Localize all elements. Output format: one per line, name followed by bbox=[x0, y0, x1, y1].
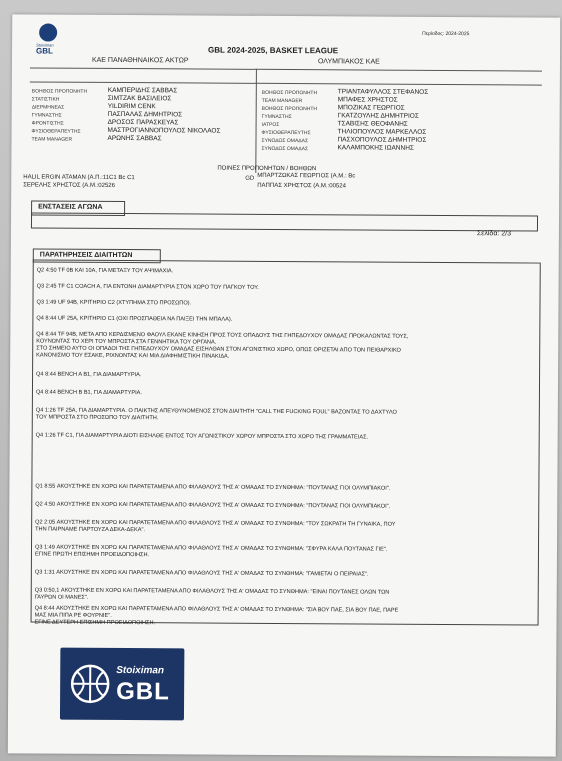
home-staff-list: ΒΟΗΘΟΣ ΠΡΟΠΟΝΗΤΗ ΚΑΜΠΕΡΙΔΗΣ ΣΑΒΒΑΣ ΣΤΑΤΙΣΤΙΚΗ ΣΙΜΤΖΑΚ ΒΑΣΙΛΕΙΟΣ ΔΙΕΡΜΗΝΕΑΣ YILDIRIM CENK ΓΥΜΝΑΣΤΗΣ ΠΑΣΠΑΛΑΣ ΔΗΜΗΤΡΙΟΣ ΦΡΟΝΤΙΣΤΗΣ ΔΡΟΣΟΣ ΠΑΡΑΣΚΕΥΑΣ ΦΥΣΙΟΘΕΡΑΠΕΥΤΗΣ ΜΑΣΤΡΟΓΙΑΝΝΟΠΟΥΛΟΣ ΝΙΚΟΛΑΟΣ TEAM MANAGER ΑΡΩΝΗΣ ΣΑΒΒΑΣ bbox=[31, 86, 221, 143]
observation-line: Q3 0:50,1 ΑΚΟΥΣΤΗΚΕ ΕΝ ΧΟΡΩ ΚΑΙ ΠΑΡΑΤΕΤΑΜΕΝΑ ΑΠΟ ΦΙΛΑΘΛΟΥΣ ΤΗΣ Α' ΟΜΑΔΑΣ ΤΟ ΣΥΝΘΗΜΑ: "ΕΙΝΑΙ ΠΟΥΤΑΝΕΣ ΟΛΩΝ ΤΩΝ bbox=[34, 587, 390, 596]
observation-line: Q3 1:31 ΑΚΟΥΣΤΗΚΕ ΕΝ ΧΟΡΩ ΚΑΙ ΠΑΡΑΤΕΤΑΜΕΝΑ ΑΠΟ ΦΙΛΑΘΛΟΥΣ ΤΗΣ Α' ΟΜΑΔΑΣ ΤΟ ΣΥΝΘΗΜΑ: "ΓΑΜΙΕΤΑΙ Ο ΠΕΙΡΑΙΑΣ". bbox=[34, 569, 369, 578]
observation-line: Q2 2:05 ΑΚΟΥΣΤΗΚΕ ΕΝ ΧΟΡΩ ΚΑΙ ΠΑΡΑΤΕΤΑΜΕΝΑ ΑΠΟ ΦΙΛΑΘΛΟΥΣ ΤΗΣ Α' ΟΜΑΔΑΣ ΤΟ ΣΥΝΘΗΜΑ: "ΤΟΥ ΣΩΚΡΑΤΗ ΤΗ ΓΥΝΑΙΚΑ, ΠΟΥ bbox=[35, 519, 396, 528]
observation-line: ΚΟΥΝΩΝΤΑΣ ΤΟ ΧΕΡΙ ΤΟΥ ΜΠΡΟΣΤΑ ΣΤΑ ΓΕΝΝΗΤΙΚΑ ΤΟΥ ΟΡΓΑΝΑ. bbox=[36, 338, 217, 346]
observation-line: Q4 8:44 BENCH A B1, ΓΙΑ ΔΙΑΜΑΡΤΥΡΙΑ. bbox=[36, 371, 142, 379]
observation-line: Q3 1:49 UF 94B, ΚΡΙΤΗΡΙΟ C2 (ΧΤΥΠΗΜΑ ΣΤΟ ΠΡΟΣΩΠΟ). bbox=[36, 299, 192, 307]
observation-line: Q4 1:26 TF 25A, ΓΙΑ ΔΙΑΜΑΡΤΥΡΙΑ. Ο ΠΑΙΚΤΗΣ ΑΠΕΥΘΥΝΟΜΕΝΟΣ ΣΤΟΝ ΔΙΑΙΤΗΤΗ "CALL THE FUCKING FOUL" ΒΑΖΟΝΤΑΣ ΤΟ ΔΑΧΤΥΛΟ bbox=[35, 407, 397, 416]
observations-title: ΠΑΡΑΤΗΡΗΣΕΙΣ ΔΙΑΙΤΗΤΩΝ bbox=[39, 251, 133, 260]
observation-line: Q3 1:49 ΑΚΟΥΣΤΗΚΕ ΕΝ ΧΟΡΩ ΚΑΙ ΠΑΡΑΤΕΤΑΜΕΝΑ ΑΠΟ ΦΙΛΑΘΛΟΥΣ ΤΗΣ Α' ΟΜΑΔΑΣ ΤΟ ΣΥΝΘΗΜΑ: "ΣΦΥΡΑ ΚΑΛΑ ΠΟΥΤΑΝΑΣ ΓΙΕ". bbox=[34, 544, 388, 553]
observation-line: ΣΤΟ ΣΗΜΕΙΟ ΑΥΤΟ ΟΙ ΟΠΑΔΟΙ ΤΗΣ ΓΗΠΕΔΟΥΧΟΥ ΟΜΑΔΑΣ ΕΙΣΗΛΘΑΝ ΣΤΟΝ ΑΓΩΝΙΣΤΙΚΟ ΧΩΡΟ, ΟΠΩΣ ΟΡΙΖΕΤΑΙ ΑΠΟ ΤΟΝ ΠΕΙΘΑΡΧΙΚΟ bbox=[36, 345, 401, 354]
observation-line: ΤΗΝ ΠΑΙΡΝΑΜΕ ΠΑΡΤΟΥΖΑ ΔΕΚΑ-ΔΕΚΑ". bbox=[35, 526, 146, 534]
divider bbox=[30, 67, 542, 71]
basketball-icon bbox=[70, 664, 110, 704]
penalty-home-line: HALIL ERGIN ATAMAN (Α.Π.:11C1 Bc C1 bbox=[23, 174, 135, 182]
penalty-marker: GD bbox=[245, 175, 255, 182]
home-team-name: ΚΑΕ ΠΑΝΑΘΗΝΑΙΚΟΣ ΑΚΤΩΡ bbox=[91, 56, 189, 65]
observation-line: Q2 4:50 ΑΚΟΥΣΤΗΚΕ ΕΝ ΧΟΡΩ ΚΑΙ ΠΑΡΑΤΕΤΑΜΕΝΑ ΑΠΟ ΦΙΛΑΘΛΟΥΣ ΤΗΣ Α' ΟΜΑΔΑΣ ΤΟ ΣΥΝΘΗΜΑ: "ΠΟΥΤΑΝΑΣ ΓΙΟΙ ΟΛΥΜΠΙΑΚΟΙ". bbox=[35, 501, 391, 510]
observation-line: ΚΑΝΟΝΙΣΜΟ ΤΟΥ ΕΣΑΚΕ, ΡΙΧΝΟΝΤΑΣ ΚΑΙ ΜΙΑ ΔΙΑΦΗΜΙΣΤΙΚΗ ΠΙΝΑΚΙΔΑ. bbox=[36, 352, 230, 360]
banner-league: GBL bbox=[116, 677, 170, 706]
observation-line: Q2 4:50 TF 0Β ΚΑΙ 10Α, ΓΙΑ ΜΕΤΑΞΥ ΤΟΥ ΑΨΙΜΑΧΙΑ. bbox=[36, 267, 174, 275]
season-label: Περίοδος: 2024-2025 bbox=[422, 30, 470, 38]
observation-line: Q3 2:45 TF C1 COACH A, ΓΙΑ ΕΝΤΟΝΗ ΔΙΑΜΑΡΤΥΡΙΑ ΣΤΟΝ ΧΩΡΟ ΤΟΥ ΠΑΓΚΟΥ ΤΟΥ. bbox=[36, 283, 259, 291]
divider bbox=[30, 81, 542, 85]
observation-line: Q4 8:44 BENCH B B1, ΓΙΑ ΔΙΑΜΑΡΤΥΡΙΑ. bbox=[35, 389, 142, 397]
basketball-icon bbox=[39, 23, 57, 41]
penalties-title: ΠΟΙΝΕΣ ΠΡΟΠΟΝΗΤΩΝ / ΒΟΗΘΩΝ bbox=[217, 165, 317, 173]
observation-line: Q4 8:44 UF 25A, ΚΡΙΤΗΡΙΟ C1 (ΟΧΙ ΠΡΟΣΠΑΘΕΙΑ ΝΑ ΠΑΙΞΕΙ ΤΗΝ ΜΠΑΛΑ). bbox=[36, 315, 233, 323]
page-number: Σελίδα: 2/3 bbox=[476, 230, 512, 238]
stoiximan-gbl-banner bbox=[60, 648, 184, 721]
observation-line: ΕΓΙΝΕ ΠΡΩΤΗ ΕΠΙΣΗΜΗ ΠΡΟΕΙΔΟΠΟΙΗΣΗ. bbox=[34, 551, 150, 559]
penalty-home-line: ΣΕΡΕΛΗΣ ΧΡΗΣΤΟΣ (Α.Μ.:02526 bbox=[23, 182, 115, 189]
observation-line: ΤΟΥ ΜΠΡΟΣΤΑ ΣΤΟ ΠΡΟΣΩΠΟ ΤΟΥ ΔΙΑΙΤΗΤΗ. bbox=[35, 414, 159, 422]
divider bbox=[255, 69, 257, 173]
observation-line: ΜΑΣ ΜΙΑ ΠΙΠΑ ΡΕ ΦΟΥΡΝΙΕ". bbox=[34, 612, 112, 619]
gbl-logo: Stoiximan GBL bbox=[12, 14, 560, 17]
observation-line: Q4 8:44 ΑΚΟΥΣΤΗΚΕ ΕΝ ΧΟΡΩ ΚΑΙ ΠΑΡΑΤΕΤΑΜΕΝΑ ΑΠΟ ΦΙΛΑΘΛΟΥΣ ΤΗΣ Α' ΟΜΑΔΑΣ ΤΟ ΣΥΝΘΗΜΑ: "ΣΙΑ ΒΟΥ ΠΑΕ, ΣΙΑ ΒΟΥ ΠΑΕ, ΠΑΡΕ bbox=[34, 605, 399, 614]
banner-brand: Stoiximan bbox=[116, 664, 165, 677]
league-title: GBL 2024-2025, BASKET LEAGUE bbox=[208, 45, 339, 56]
observation-line: ΕΓΙΝΕ ΔΕΥΤΕΡΗ ΕΠΙΣΗΜΗ ΠΡΟΕΙΔΟΠΟΙΗΣΗ. bbox=[34, 619, 156, 627]
referee-report-page bbox=[8, 14, 561, 756]
protests-title: ΕΝΣΤΑΣΕΙΣ ΑΓΩΝΑ bbox=[38, 203, 103, 211]
observation-line: Q1 8:55 ΑΚΟΥΣΤΗΚΕ ΕΝ ΧΟΡΩ ΚΑΙ ΠΑΡΑΤΕΤΑΜΕΝΑ ΑΠΟ ΦΙΛΑΘΛΟΥΣ ΤΗΣ Α' ΟΜΑΔΑΣ ΤΟ ΣΥΝΘΗΜΑ: "ΠΟΥΤΑΝΑΣ ΓΙΟΙ ΟΛΥΜΠΙΑΚΟΙ". bbox=[35, 483, 391, 492]
observation-line: Q4 1:26 TF C1, ΓΙΑ ΔΙΑΜΑΡΤΥΡΙΑ ΔΙΟΤΙ ΕΙΣΗΛΘΕ ΕΝΤΟΣ ΤΟΥ ΑΓΩΝΙΣΤΙΚΟΥ ΧΩΡΟΥ ΜΠΡΟΣΤΑ ΣΤΟ ΧΩΡΟ ΤΗΣ ΓΡΑΜΜΑΤΕΙΑΣ. bbox=[35, 432, 369, 441]
observation-line: ΓΑΥΡΩΝ ΟΙ ΜΑΝΕΣ". bbox=[34, 594, 89, 601]
penalty-away-line: ΠΑΠΠΑΣ ΧΡΗΣΤΟΣ (Α.Μ.:00524 bbox=[257, 182, 346, 190]
away-staff-list: ΒΟΗΘΟΣ ΠΡΟΠΟΝΗΤΗ ΤΡΙΑΝΤΑΦΥΛΛΟΣ ΣΤΕΦΑΝΟΣ TEAM MANAGER ΜΠΑΦΕΣ ΧΡΗΣΤΟΣ ΒΟΗΘΟΣ ΠΡΟΠΟΝΗΤΗ ΜΠΟΖΙΚΑΣ ΓΕΩΡΓΙΟΣ ΓΥΜΝΑΣΤΗΣ ΓΚΑΤΖΟΥΛΗΣ ΔΗΜΗΤΡΙΟΣ ΙΑΤΡΟΣ ΤΣΑΒΙΣΗΣ ΘΕΟΦΑΝΗΣ ΦΥΣΙΟΘΕΡΑΠΕΥΤΗΣ ΤΗΛΙΟΠΟΥΛΟΣ ΜΑΡΚΕΛΛΟΣ ΣΥΝΟΔΟΣ ΟΜΑΔΑΣ ΠΑΣΧΟΠΟΥΛΟΣ ΔΗΜΗΤΡΙΟΣ ΣΥΝΟΔΟΣ ΟΜΑΔΑΣ ΚΑΛΑΜΠΟΚΗΣ ΙΩΑΝΝΗΣ bbox=[261, 88, 429, 153]
penalty-away-line: ΜΠΑΡΤΖΩΚΑΣ ΓΕΩΡΓΙΟΣ (Α.Μ.: Bc bbox=[257, 172, 356, 180]
protests-box bbox=[31, 212, 538, 231]
observation-line: Q4 8:44 TF 94B, ΜΕΤΑ ΑΠΟ ΚΕΡΔΙΣΜΕΝΟ ΦΑΟΥΛ ΕΚΑΝΕ ΚΙΝΗΣΗ ΠΡΟΣ ΤΟΥΣ ΟΠΑΔΟΥΣ ΤΗΣ ΓΗΠΕΔΟΥΧΟΥ ΟΜΑΔΑΣ ΠΡΟΚΑΛΩΝΤΑΣ ΤΟΥΣ, bbox=[36, 331, 409, 340]
away-team-name: ΟΛΥΜΠΙΑΚΟΣ ΚΑΕ bbox=[317, 58, 380, 66]
